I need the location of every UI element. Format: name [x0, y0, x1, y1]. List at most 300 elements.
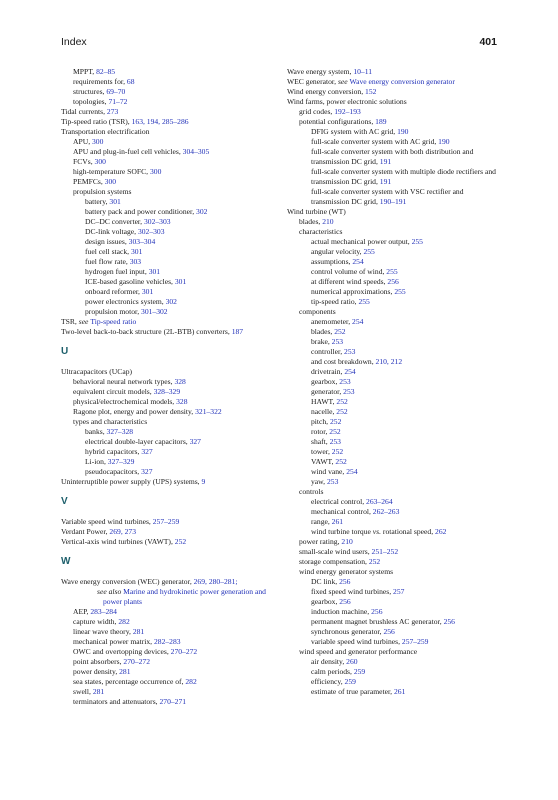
index-entry — [287, 517, 499, 527]
index-entry — [287, 467, 499, 477]
index-entry — [287, 457, 499, 467]
entry-term: storage compensation, — [299, 557, 369, 566]
page-references[interactable]: 190 — [397, 127, 409, 136]
index-entry — [61, 457, 283, 467]
index-entry — [287, 277, 499, 287]
entry-term: actual mechanical power output, — [311, 237, 412, 246]
index-entry — [61, 87, 283, 97]
page-references[interactable]: 327 — [141, 447, 153, 456]
page-references[interactable]: 260 — [346, 657, 358, 666]
entry-term: controller, — [311, 347, 345, 356]
index-entry — [287, 667, 499, 677]
index-entry — [61, 517, 283, 527]
entry-term: sea states, percentage occurrence of, — [73, 677, 186, 686]
page-references[interactable]: 256 — [387, 277, 399, 286]
see-label: see — [337, 77, 350, 86]
entry-term: anemometer, — [311, 317, 353, 326]
entry-term: FCVs, — [73, 157, 95, 166]
entry-term: DC link, — [311, 577, 340, 586]
index-entry — [61, 537, 283, 547]
page-references[interactable]: 282 — [118, 617, 130, 626]
page-references[interactable]: 152 — [365, 87, 377, 96]
index-entry — [287, 547, 499, 557]
entry-term: brake, — [311, 337, 332, 346]
index-entry — [61, 307, 283, 317]
entry-term: fuel cell stack, — [85, 247, 131, 256]
index-entry — [61, 137, 283, 147]
entry-term: hydrogen fuel input, — [85, 267, 149, 276]
page-references[interactable]: 254 — [352, 257, 364, 266]
entry-term-tail: rotational speed, — [381, 527, 436, 536]
entry-term: blades, — [311, 327, 335, 336]
entry-term: potential configurations, — [299, 117, 376, 126]
index-entry — [287, 347, 499, 357]
index-entry — [61, 97, 283, 107]
page-references[interactable]: 191 — [379, 177, 392, 186]
entry-term: propulsion systems — [73, 187, 132, 196]
page-references[interactable]: 262 — [435, 527, 447, 536]
page-references[interactable]: 301 — [109, 197, 121, 206]
page-references[interactable]: 210 — [341, 537, 353, 546]
page-references[interactable]: 282–283 — [153, 637, 181, 646]
index-entry — [61, 247, 283, 257]
index-entry — [287, 297, 499, 307]
index-entry — [61, 327, 283, 337]
page-references[interactable]: 269, 280–281; — [193, 577, 238, 586]
index-entry — [61, 267, 283, 277]
index-entry — [61, 187, 283, 197]
index-entry — [61, 577, 283, 587]
page-references[interactable]: 71–72 — [108, 97, 128, 106]
index-entry — [287, 497, 499, 507]
entry-term: power electronics system, — [85, 297, 166, 306]
page-references[interactable]: 252 — [336, 397, 348, 406]
index-entry — [287, 117, 499, 127]
index-entry — [61, 227, 283, 237]
section-letter: W — [61, 556, 71, 567]
index-entry — [287, 487, 499, 497]
entry-term: pseudocapacitors, — [85, 467, 142, 476]
section-letter: V — [61, 496, 68, 507]
see-label: see — [78, 317, 91, 326]
index-entry — [287, 537, 499, 547]
page-references[interactable]: 273 — [106, 107, 119, 116]
page-references[interactable]: 301 — [174, 277, 187, 286]
entry-term: at different wind speeds, — [311, 277, 388, 286]
index-entry — [287, 377, 499, 387]
entry-term: Wind turbine (WT) — [287, 207, 346, 216]
entry-term: electrical double-layer capacitors, — [85, 437, 190, 446]
entry-term: rotor, — [311, 427, 330, 436]
page-references[interactable]: 257–259 — [401, 637, 429, 646]
page-references[interactable]: 263–264 — [366, 497, 393, 506]
page-references[interactable]: 252 — [329, 417, 342, 426]
entry-term: hybrid capacitors, — [85, 447, 142, 456]
entry-term: swell, — [73, 687, 93, 696]
entry-term: Li-ion, — [85, 457, 108, 466]
entry-term: Variable speed wind turbines, — [61, 517, 153, 526]
index-entry — [61, 287, 283, 297]
entry-term: HAWT, — [311, 397, 337, 406]
page-references[interactable]: 270–272 — [123, 657, 150, 666]
page-references[interactable]: 281 — [92, 687, 105, 696]
entry-term-italic: vs. — [372, 527, 382, 536]
index-entry — [61, 367, 283, 377]
page-references[interactable]: 254 — [344, 367, 356, 376]
page-references[interactable]: 302 — [165, 297, 177, 306]
page-references[interactable]: 191 — [379, 157, 392, 166]
index-entry — [61, 297, 283, 307]
entry-term: controls — [299, 487, 324, 496]
index-entry — [61, 527, 283, 537]
see-also-reference — [61, 587, 283, 607]
index-entry — [61, 207, 283, 217]
page-references[interactable]: 303 — [129, 257, 142, 266]
page-references[interactable]: 252 — [368, 557, 381, 566]
index-entry — [287, 687, 499, 697]
page-references[interactable]: 190 — [438, 137, 450, 146]
page-references[interactable]: 253 — [343, 387, 355, 396]
page-references[interactable]: 327–328 — [106, 427, 134, 436]
index-entry — [287, 327, 499, 337]
page-references[interactable]: 328 — [176, 397, 188, 406]
entry-term: Transportation electrification — [61, 127, 150, 136]
index-entry — [287, 247, 499, 257]
index-entry — [287, 307, 499, 317]
page-references[interactable]: 255 — [411, 237, 423, 246]
page-references[interactable]: 10–11 — [353, 67, 373, 76]
page-references[interactable]: 302 — [196, 207, 208, 216]
entry-term: full-scale converter system with AC grid, — [311, 137, 439, 146]
page-references[interactable]: 257 — [393, 587, 405, 596]
see-also-label: see also — [97, 587, 124, 596]
entry-term: wind vane, — [311, 467, 347, 476]
page-references[interactable]: 68 — [126, 77, 135, 86]
entry-term: gearbox, — [311, 377, 340, 386]
index-entry — [287, 617, 499, 627]
page-number: 401 — [479, 36, 497, 48]
cross-reference-link[interactable]: Marine and hydrokinetic power generation and power plants — [103, 587, 266, 606]
page-references[interactable]: 270–272 — [170, 647, 198, 656]
index-entry — [287, 577, 499, 587]
page-references[interactable]: 253 — [339, 377, 351, 386]
page-references[interactable]: 253 — [329, 437, 341, 446]
entry-term: blades, — [299, 217, 323, 226]
entry-term: permanent magnet brushless AC generator, — [311, 617, 444, 626]
entry-term: Wind energy conversion, — [287, 87, 366, 96]
entry-term: yaw, — [311, 477, 327, 486]
index-entry — [61, 257, 283, 267]
page-references[interactable]: 281 — [132, 627, 145, 636]
entry-term: battery pack and power conditioner, — [85, 207, 197, 216]
entry-term: APU and plug-in-fuel cell vehicles, — [73, 147, 183, 156]
page-references[interactable]: 281 — [119, 667, 131, 676]
page-references[interactable]: 256 — [383, 627, 395, 636]
page-references[interactable]: 69–70 — [106, 87, 126, 96]
index-entry — [61, 387, 283, 397]
entry-term: components — [299, 307, 336, 316]
index-entry — [61, 437, 283, 447]
entry-term: DFIG system with AC grid, — [311, 127, 398, 136]
index-entry — [61, 667, 283, 677]
page-references[interactable]: 189 — [375, 117, 387, 126]
entry-term: Tidal currents, — [61, 107, 107, 116]
entry-term: full-scale converter system with multiple diode rectifiers and transmission DC grid, — [311, 167, 496, 186]
page-references[interactable]: 321–322 — [195, 407, 222, 416]
index-entry — [61, 447, 283, 457]
page-references[interactable]: 327 — [141, 467, 153, 476]
index-entry — [61, 647, 283, 657]
page-references[interactable]: 282 — [185, 677, 197, 686]
index-entry — [61, 637, 283, 647]
page-references[interactable]: 210 — [322, 217, 334, 226]
page-references[interactable]: 300 — [149, 167, 162, 176]
page-references[interactable]: 251–252 — [371, 547, 399, 556]
page-references[interactable]: 163, 194, 285–286 — [131, 117, 189, 126]
index-entry — [61, 317, 283, 327]
page-references[interactable]: 253 — [326, 477, 339, 486]
index-entry — [287, 417, 499, 427]
index-entry — [61, 67, 283, 77]
entry-term: wind speed and generator performance — [299, 647, 418, 656]
entry-term: APU, — [73, 137, 92, 146]
page-references[interactable]: 328 — [174, 377, 186, 386]
index-entry — [287, 637, 499, 647]
index-entry — [287, 237, 499, 247]
entry-term: TSR, — [61, 317, 79, 326]
entry-term: banks, — [85, 427, 107, 436]
index-column-right — [287, 67, 499, 697]
page-references[interactable]: 283–284 — [90, 607, 117, 616]
index-entry — [287, 127, 499, 137]
entry-term: DC-link voltage, — [85, 227, 138, 236]
index-entry — [287, 67, 499, 77]
entry-term: full-scale converter system with both distribution and transmission DC grid, — [311, 147, 474, 166]
index-entry — [287, 607, 499, 617]
index-entry — [61, 607, 283, 617]
page-references[interactable]: 256 — [371, 607, 383, 616]
index-entry — [61, 627, 283, 637]
index-entry — [61, 467, 283, 477]
entry-term: battery, — [85, 197, 110, 206]
index-entry — [61, 377, 283, 387]
index-entry — [61, 117, 283, 127]
page-references[interactable]: 257–259 — [152, 517, 180, 526]
index-entry — [287, 557, 499, 567]
entry-term: linear wave theory, — [73, 627, 133, 636]
entry-term: mechanical control, — [311, 507, 373, 516]
page-references[interactable]: 252 — [329, 427, 341, 436]
index-entry — [287, 427, 499, 437]
cross-reference-link[interactable]: Wave energy conversion generator — [349, 77, 455, 86]
page-references[interactable]: 328–329 — [153, 387, 181, 396]
index-entry — [287, 387, 499, 397]
entry-term: angular velocity, — [311, 247, 364, 256]
entry-term: assumptions, — [311, 257, 353, 266]
page-references[interactable]: 259 — [344, 677, 356, 686]
index-entry — [61, 397, 283, 407]
entry-term: topologies, — [73, 97, 109, 106]
page-references[interactable]: 253 — [331, 337, 344, 346]
entry-term: MPPT, — [73, 67, 97, 76]
entry-term: pitch, — [311, 417, 330, 426]
index-entry — [287, 477, 499, 487]
entry-term: Uninterruptible power supply (UPS) systems, — [61, 477, 202, 486]
index-entry — [61, 217, 283, 227]
index-entry — [287, 367, 499, 377]
index-entry — [61, 697, 283, 707]
entry-term: VAWT, — [311, 457, 336, 466]
index-entry — [287, 657, 499, 667]
page-references[interactable]: 192–193 — [334, 107, 361, 116]
index-entry — [287, 507, 499, 517]
entry-term: point absorbers, — [73, 657, 124, 666]
entry-term: drivetrain, — [311, 367, 345, 376]
page-references[interactable]: 259 — [353, 667, 366, 676]
index-entry — [61, 77, 283, 87]
entry-term: Wave energy conversion (WEC) generator, — [61, 577, 194, 586]
index-entry — [61, 177, 283, 187]
entry-term: propulsion motor, — [85, 307, 142, 316]
entry-term: types and characteristics — [73, 417, 148, 426]
page-references[interactable]: 256 — [339, 577, 351, 586]
entry-term: DC–DC converter, — [85, 217, 144, 226]
entry-term: full-scale converter system with VSC rectifier and transmission DC grid, — [311, 187, 464, 206]
page-references[interactable]: 262–263 — [372, 507, 400, 516]
page-references[interactable]: 190–191 — [379, 197, 407, 206]
page-references[interactable]: 304–305 — [182, 147, 210, 156]
entry-term: high-temperature SOFC, — [73, 167, 150, 176]
index-entry — [287, 597, 499, 607]
page-references[interactable]: 301–302 — [141, 307, 168, 316]
page-references[interactable]: 254 — [346, 467, 358, 476]
page-references[interactable]: 255 — [363, 247, 375, 256]
page-references[interactable]: 301 — [148, 267, 161, 276]
page-references[interactable]: 303–304 — [128, 237, 156, 246]
index-entry — [61, 237, 283, 247]
entry-term: variable speed wind turbines, — [311, 637, 402, 646]
running-header — [61, 36, 497, 52]
page-references[interactable]: 187 — [231, 327, 244, 336]
index-entry — [287, 147, 499, 167]
page-references[interactable]: 252 — [335, 457, 347, 466]
entry-term: induction machine, — [311, 607, 372, 616]
entry-term: grid codes, — [299, 107, 335, 116]
index-entry — [61, 107, 283, 117]
index-entry — [287, 87, 499, 97]
page-references[interactable]: 252 — [334, 327, 346, 336]
index-entry — [287, 77, 499, 87]
page-references[interactable]: 9 — [201, 477, 206, 486]
page-references[interactable]: 253 — [344, 347, 356, 356]
index-column-left — [61, 67, 283, 707]
cross-reference-link[interactable]: Tip-speed ratio — [90, 317, 137, 326]
entry-term: requirements for, — [73, 77, 127, 86]
page-references[interactable]: 261 — [393, 687, 406, 696]
page-references[interactable]: 82–85 — [96, 67, 116, 76]
page-references[interactable]: 300 — [94, 157, 106, 166]
page-references[interactable]: 256 — [443, 617, 455, 626]
page-references[interactable]: 300 — [104, 177, 117, 186]
entry-term: characteristics — [299, 227, 343, 236]
page-references[interactable]: 302–303 — [137, 227, 165, 236]
page-references[interactable]: 269, 273 — [109, 527, 136, 536]
page-references[interactable]: 254 — [352, 317, 364, 326]
entry-term: OWC and overtopping devices, — [73, 647, 171, 656]
index-entry — [287, 227, 499, 237]
page-references[interactable]: 255 — [386, 267, 398, 276]
entry-term: Tip-speed ratio (TSR), — [61, 117, 132, 126]
entry-term: tower, — [311, 447, 332, 456]
index-entry — [287, 677, 499, 687]
entry-term: electrical control, — [311, 497, 367, 506]
entry-term: synchronous generator, — [311, 627, 384, 636]
entry-term: WEC generator, — [287, 77, 338, 86]
index-entry — [287, 527, 499, 537]
entry-term: range, — [311, 517, 332, 526]
index-entry — [61, 677, 283, 687]
page-references[interactable]: 302–303 — [143, 217, 171, 226]
index-entry — [61, 277, 283, 287]
page-references[interactable]: 252 — [174, 537, 187, 546]
entry-term: tip-speed ratio, — [311, 297, 359, 306]
index-entry — [287, 267, 499, 277]
index-entry — [287, 357, 499, 367]
index-entry — [61, 657, 283, 667]
entry-term: wind energy generator systems — [299, 567, 394, 576]
page-references[interactable]: 252 — [331, 447, 344, 456]
index-entry — [287, 217, 499, 227]
entry-term: PEMFCs, — [73, 177, 105, 186]
entry-term: ICE-based gasoline vehicles, — [85, 277, 175, 286]
entry-term: Two-level back-to-back structure (2L-BTB) converters, — [61, 327, 232, 336]
entry-term: wind turbine torque — [311, 527, 373, 536]
index-entry — [61, 477, 283, 487]
entry-term: calm periods, — [311, 667, 354, 676]
page-references[interactable]: 210, 212 — [375, 357, 403, 366]
index-entry — [287, 567, 499, 577]
entry-term: power density, — [73, 667, 120, 676]
index-entry — [287, 257, 499, 267]
page-references[interactable]: 301 — [130, 247, 143, 256]
page-references[interactable]: 327 — [189, 437, 201, 446]
index-entry — [61, 417, 283, 427]
index-entry — [61, 147, 283, 157]
page-references[interactable]: 301 — [141, 287, 154, 296]
entry-term: capture width, — [73, 617, 119, 626]
entry-term: efficiency, — [311, 677, 345, 686]
index-entry — [287, 187, 499, 207]
index-entry — [61, 157, 283, 167]
page-references[interactable]: 261 — [331, 517, 344, 526]
entry-term: Vertical-axis wind turbines (VAWT), — [61, 537, 175, 546]
page-references[interactable]: 255 — [394, 287, 406, 296]
entry-term: gearbox, — [311, 597, 340, 606]
entry-term: structures, — [73, 87, 107, 96]
entry-term: fixed speed wind turbines, — [311, 587, 394, 596]
page-references[interactable]: 327–329 — [107, 457, 135, 466]
page-references[interactable]: 256 — [339, 597, 351, 606]
page-references[interactable]: 300 — [92, 137, 104, 146]
index-entry — [287, 647, 499, 657]
page-references[interactable]: 270–271 — [159, 697, 187, 706]
entry-term: behavioral neural network types, — [73, 377, 175, 386]
index-entry — [61, 127, 283, 137]
entry-term: power rating, — [299, 537, 342, 546]
page-references[interactable]: 255 — [358, 297, 370, 306]
page-references[interactable]: 252 — [336, 407, 348, 416]
index-entry — [287, 167, 499, 187]
